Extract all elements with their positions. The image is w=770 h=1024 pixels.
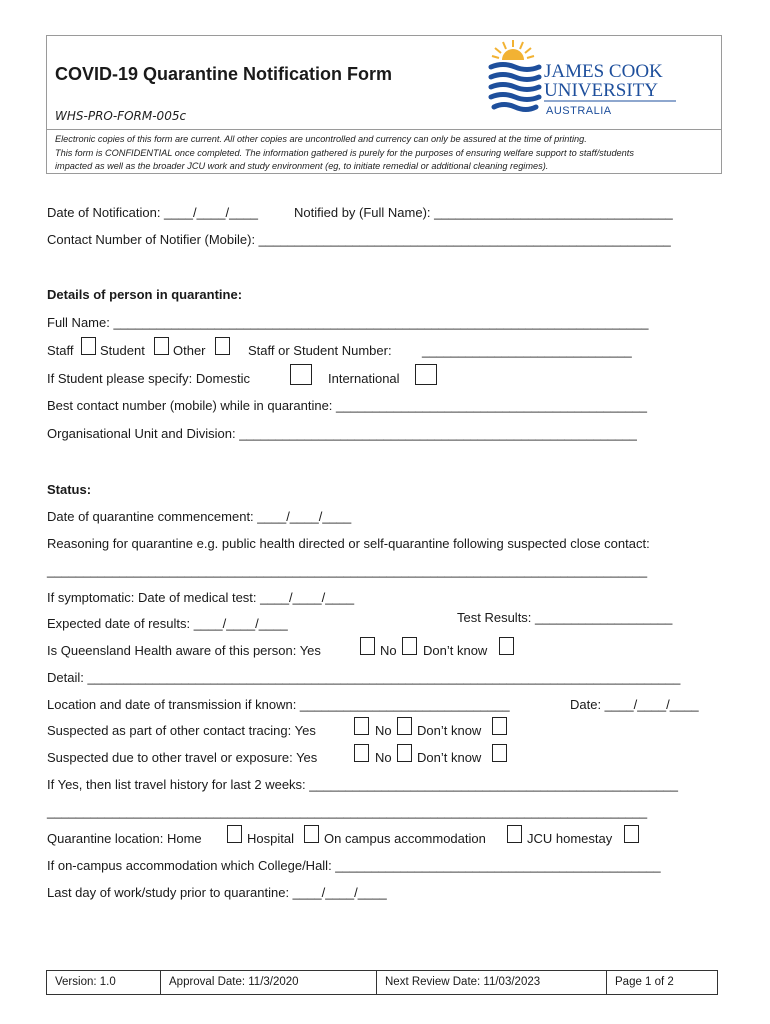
logo-line-2: UNIVERSITY: [544, 80, 658, 101]
contact-tracing-dont-know-label: Don’t know: [417, 723, 482, 738]
international-label: International: [328, 371, 400, 386]
homestay-label: JCU homestay: [527, 831, 613, 846]
notified-by-field[interactable]: Notified by (Full Name): _________________________________: [294, 205, 673, 220]
staff-number-field[interactable]: _____________________________: [422, 343, 632, 358]
date-of-notification-field[interactable]: Date of Notification: ____/____/____: [47, 205, 259, 220]
footer-table: [46, 970, 718, 995]
contact-tracing-label: Suspected as part of other contact tracing: Yes: [47, 723, 316, 738]
transmission-location-field[interactable]: Location and date of transmission if known: _____________________________: [47, 697, 510, 712]
qld-health-no-label: No: [380, 643, 397, 658]
other-label: Other: [173, 343, 206, 358]
staff-number-label: Staff or Student Number:: [248, 343, 392, 358]
reasoning-field[interactable]: ___________________________________________________________________________________: [47, 563, 648, 578]
footer-page-number: Page 1 of 2: [615, 976, 674, 988]
student-checkbox[interactable]: [154, 337, 169, 355]
footer-approval-date: Approval Date: 11/3/2020: [161, 971, 377, 994]
full-name-field[interactable]: Full Name: __________________________________________________________________________: [47, 315, 649, 330]
quarantine-commencement-field[interactable]: Date of quarantine commencement: ____/____/____: [47, 509, 352, 524]
notifier-contact-field[interactable]: Contact Number of Notifier (Mobile): _________________________________________________________: [47, 232, 671, 247]
logo-line-3: AUSTRALIA: [546, 105, 612, 117]
travel-exposure-label: Suspected due to other travel or exposure: Yes: [47, 750, 318, 765]
staff-checkbox[interactable]: [81, 337, 96, 355]
waves-icon: [491, 65, 539, 110]
jcu-logo-graphic: [486, 38, 680, 122]
sun-icon: [492, 40, 534, 60]
contact-tracing-no-label: No: [375, 723, 392, 738]
form-code: WHS-PRO-FORM-005c: [55, 109, 187, 123]
travel-exposure-dont-know-checkbox[interactable]: [492, 744, 507, 762]
footer-version: Version: 1.0: [47, 971, 161, 994]
jcu-logo: [486, 38, 680, 122]
qld-health-yes-checkbox[interactable]: [360, 637, 375, 655]
contact-tracing-yes-checkbox[interactable]: [354, 717, 369, 735]
hospital-label: Hospital: [247, 831, 294, 846]
travel-exposure-yes-checkbox[interactable]: [354, 744, 369, 762]
detail-field[interactable]: Detail: __________________________________________________________________________________: [47, 670, 681, 685]
header-divider: [46, 129, 722, 130]
notice-line-1: Electronic copies of this form are current. All other copies are uncontrolled and currency can only be assured at the time of printing.: [55, 134, 587, 144]
other-checkbox[interactable]: [215, 337, 230, 355]
qld-health-dont-know-checkbox[interactable]: [499, 637, 514, 655]
contact-tracing-dont-know-checkbox[interactable]: [492, 717, 507, 735]
best-contact-field[interactable]: Best contact number (mobile) while in quarantine: ___________________________________________: [47, 398, 647, 413]
college-hall-field[interactable]: If on-campus accommodation which College/Hall: _____________________________________________: [47, 858, 661, 873]
status-heading: Status:: [47, 482, 92, 497]
staff-label: Staff: [47, 343, 74, 358]
qld-health-dont-know-label: Don’t know: [423, 643, 488, 658]
notice-line-2: This form is CONFIDENTIAL once completed. The information gathered is purely for the purposes of ensuring welfare support to staff/students: [55, 147, 634, 158]
student-type-label: If Student please specify: Domestic: [47, 371, 251, 386]
on-campus-label: On campus accommodation: [324, 831, 486, 846]
test-results-field[interactable]: Test Results: ___________________: [457, 610, 673, 625]
expected-results-date-field[interactable]: Expected date of results: ____/____/____: [47, 616, 288, 631]
contact-tracing-no-checkbox[interactable]: [397, 717, 412, 735]
last-day-field[interactable]: Last day of work/study prior to quarantine: ____/____/____: [47, 885, 387, 900]
travel-exposure-no-label: No: [375, 750, 392, 765]
form-title: COVID-19 Quarantine Notification Form: [55, 64, 393, 84]
notice-line-3: impacted as well as the broader JCU work and study environment (eg, to initiate remedial or additional cleaning regimes).: [55, 161, 549, 171]
org-unit-field[interactable]: Organisational Unit and Division: _______________________________________________________: [47, 426, 637, 441]
student-label: Student: [100, 343, 145, 358]
homestay-checkbox[interactable]: [624, 825, 639, 843]
travel-exposure-dont-know-label: Don’t know: [417, 750, 482, 765]
travel-history-extra-field[interactable]: ___________________________________________________________________________________: [47, 804, 648, 819]
qld-health-no-checkbox[interactable]: [402, 637, 417, 655]
travel-exposure-no-checkbox[interactable]: [397, 744, 412, 762]
qld-health-label: Is Queensland Health aware of this person: Yes: [47, 643, 321, 658]
international-checkbox[interactable]: [415, 364, 437, 385]
reasoning-label: Reasoning for quarantine e.g. public health directed or self-quarantine following suspected close contact:: [47, 536, 650, 551]
hospital-checkbox[interactable]: [304, 825, 319, 843]
domestic-checkbox[interactable]: [290, 364, 312, 385]
logo-line-1: JAMES COOK: [544, 61, 663, 82]
person-details-heading: Details of person in quarantine:: [47, 287, 243, 302]
footer-next-review: Next Review Date: 11/03/2023: [377, 971, 607, 994]
quarantine-location-label: Quarantine location: Home: [47, 831, 202, 846]
on-campus-checkbox[interactable]: [507, 825, 522, 843]
transmission-date-field[interactable]: Date: ____/____/____: [570, 697, 699, 712]
travel-history-field[interactable]: If Yes, then list travel history for last 2 weeks: ___________________________________________________: [47, 777, 679, 792]
medical-test-date-field[interactable]: If symptomatic: Date of medical test: ____/____/____: [47, 590, 355, 605]
home-checkbox[interactable]: [227, 825, 242, 843]
